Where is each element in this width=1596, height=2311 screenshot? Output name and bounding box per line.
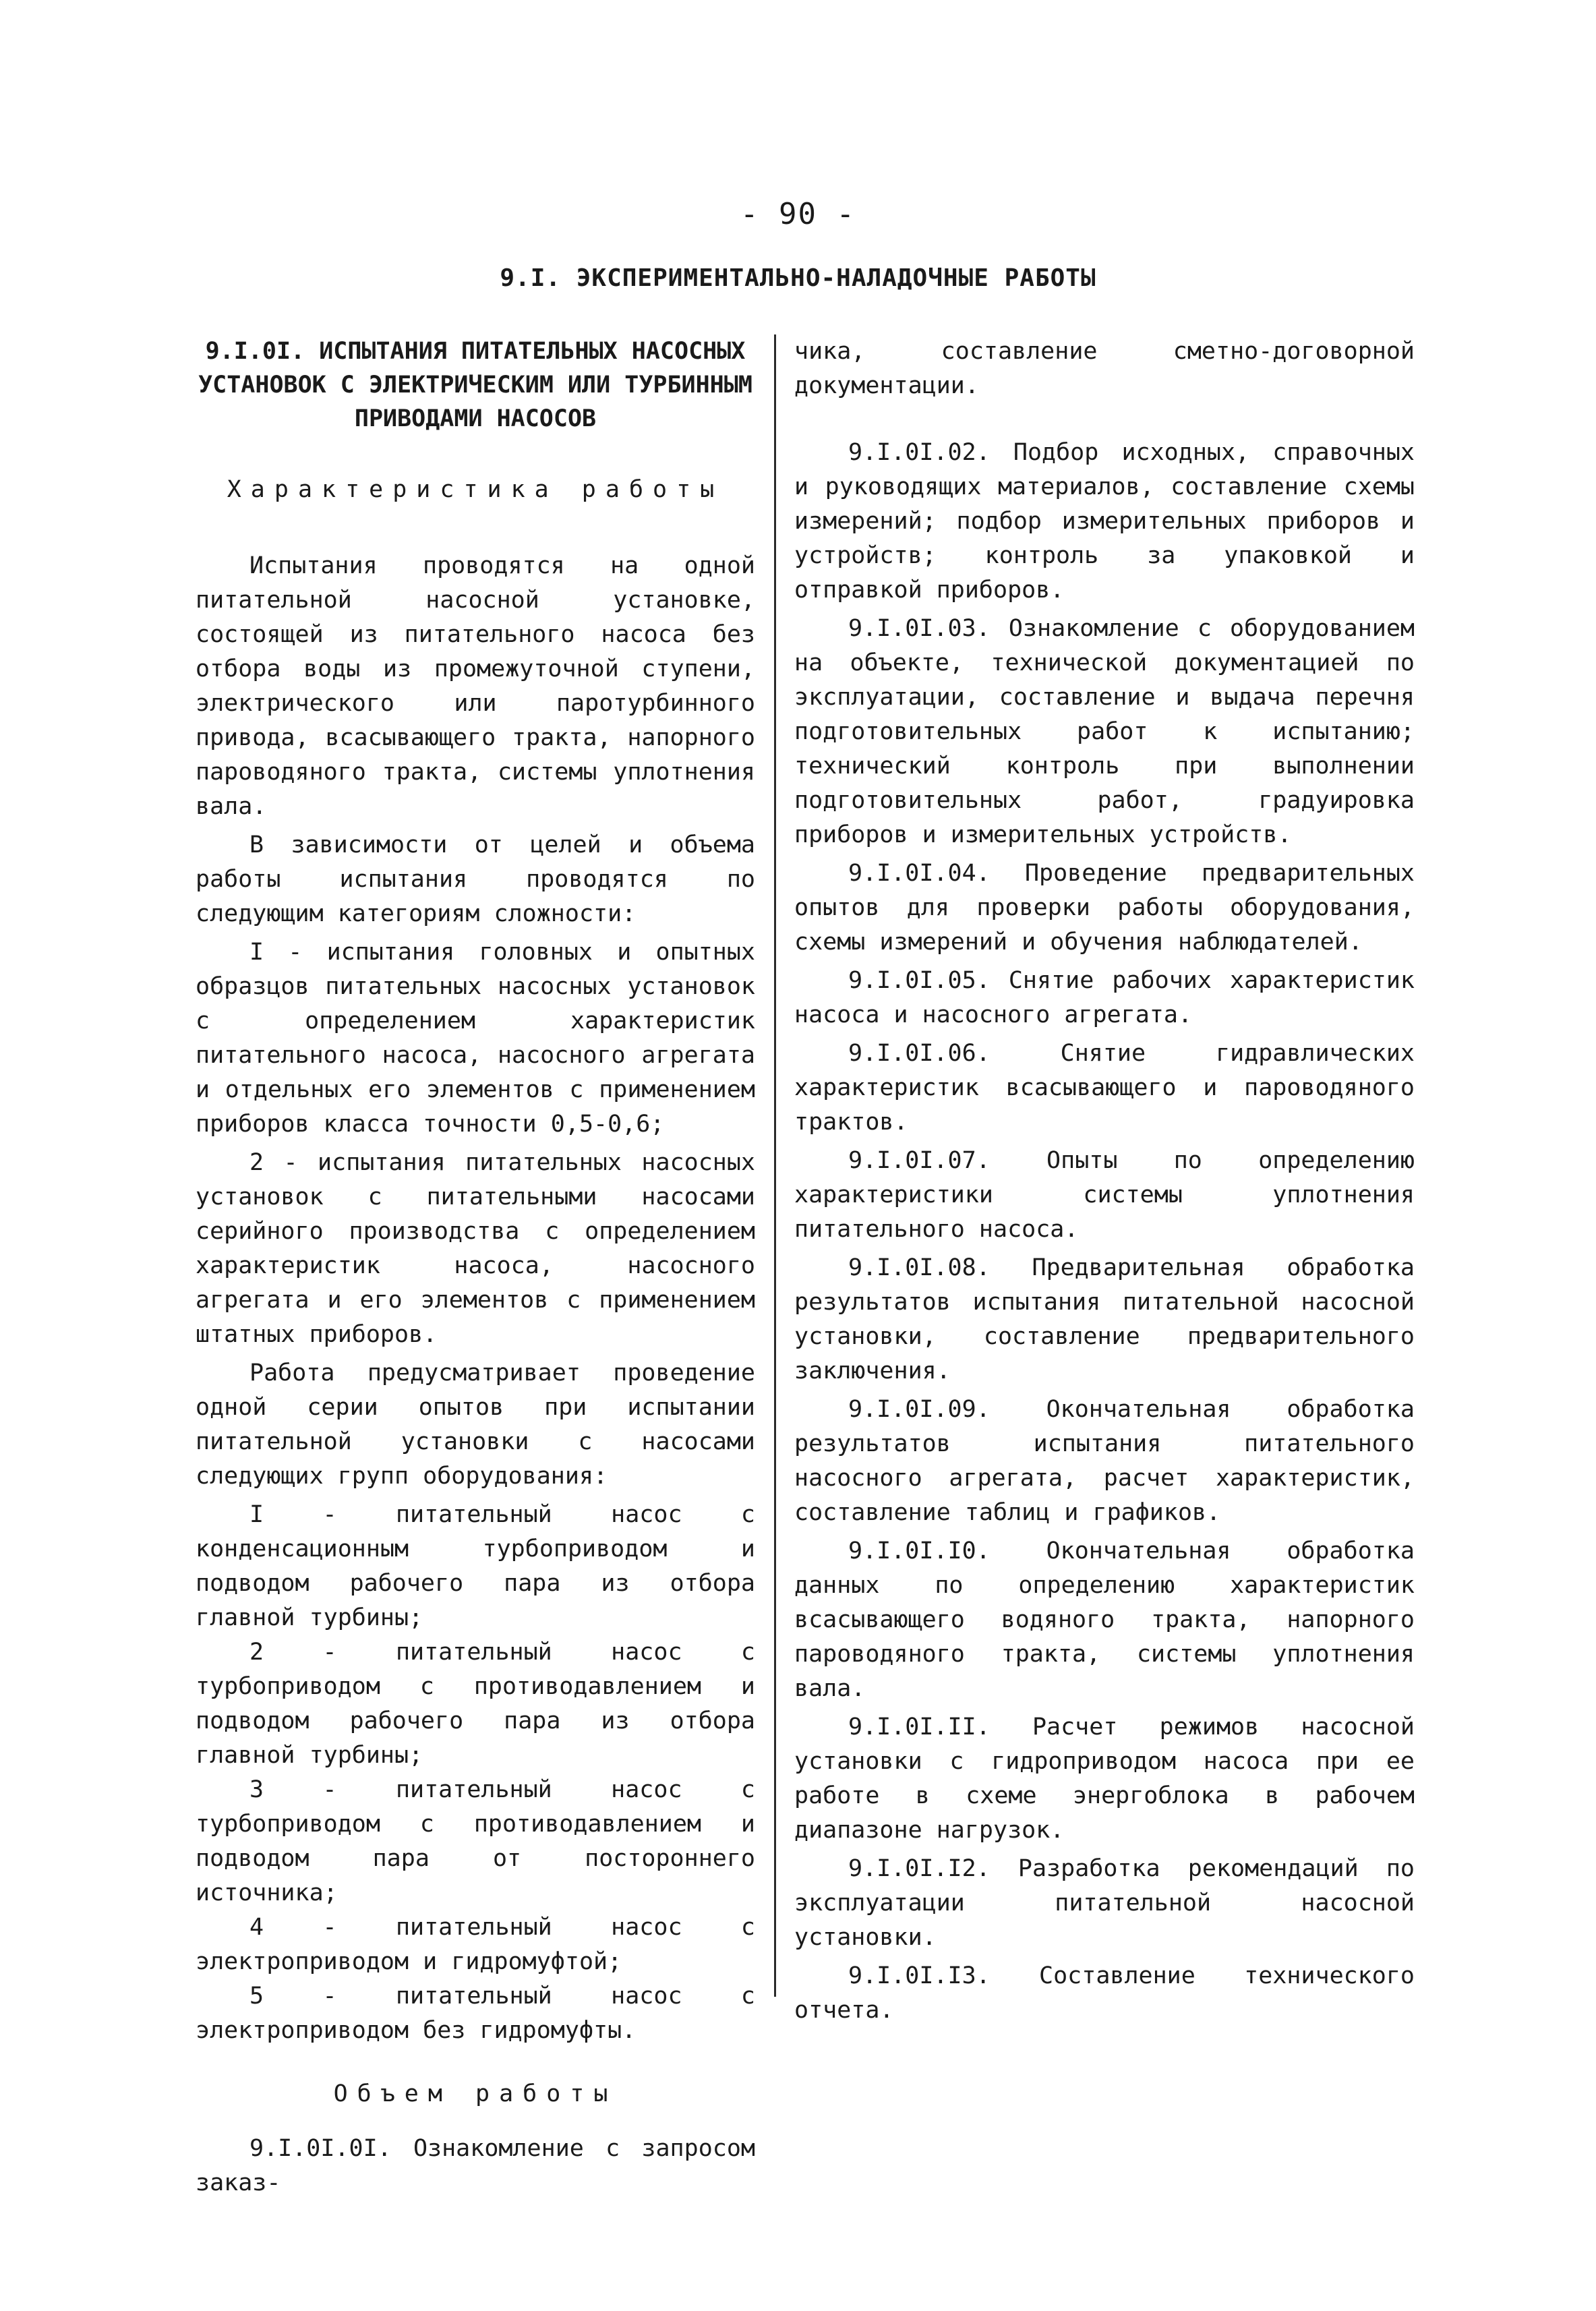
paragraph-equipment-intro: Работа предусматривает проведение одной серии опытов при испытании питательной установки с насосами следующих групп оборудования: bbox=[196, 1359, 755, 1490]
paragraph-description: Испытания проводятся на одной питательной насосной установке, состоящей из питательного насоса без отбора воды из промежуточной ступени, электрического или паротурбинного привода, всасывающего тракта, напорного пароводяного тракта, системы уплотнения вала. bbox=[196, 552, 755, 820]
work-item-02: 9.I.0I.02. Подбор исходных, справочных и руководящих материалов, составление схемы измерений; подбор измерительных приборов и устройств; контроль за упаковкой и отправкой приборов. bbox=[794, 439, 1415, 604]
volume-heading: Объем работы bbox=[333, 2080, 618, 2107]
subsection-title: 9.I.0I. ИСПЫТАНИЯ ПИТАТЕЛЬНЫХ НАСОСНЫХ УСТАНОВОК С ЭЛЕКТРИЧЕСКИМ ИЛИ ТУРБИННЫМ ПРИВОДАМИ НАСОСОВ bbox=[198, 338, 752, 432]
work-item-12: 9.I.0I.I2. Разработка рекомендаций по эксплуатации питательной насосной установки. bbox=[794, 1855, 1415, 1951]
paragraph-group-1: I - питательный насос с конденсационным турбоприводом и подводом рабочего пара из отбора главной турбины; bbox=[196, 1501, 755, 1631]
work-item-01-continuation: чика, составление сметно-договорной документации. bbox=[794, 338, 1415, 399]
work-item-08: 9.I.0I.08. Предварительная обработка результатов испытания питательной насосной установки, составление предварительного заключения. bbox=[794, 1254, 1415, 1384]
paragraph-group-2: 2 - питательный насос с турбоприводом с противодавлением и подводом рабочего пара из отбора главной турбины; bbox=[196, 1639, 755, 1769]
paragraph-category-1: I - испытания головных и опытных образцов питательных насосных установок с определением характеристик питательного насоса, насосного агрегата и отдельных его элементов с применением приборов класса точности 0,5-0,6; bbox=[196, 939, 755, 1138]
column-divider bbox=[774, 334, 776, 1997]
right-column bbox=[794, 334, 1415, 2028]
section-title: 9.I. ЭКСПЕРИМЕНТАЛЬНО-НАЛАДОЧНЫЕ РАБОТЫ bbox=[500, 264, 1096, 292]
work-item-13: 9.I.0I.I3. Составление технического отчета. bbox=[794, 1962, 1415, 2024]
work-item-04: 9.I.0I.04. Проведение предварительных опытов для проверки работы оборудования, схемы измерений и обучения наблюдателей. bbox=[794, 860, 1415, 956]
paragraph-category-2: 2 - испытания питательных насосных установок с питательными насосами серийного производства с определением характеристик насоса, насосного агрегата и его элементов с применением штатных приборов. bbox=[196, 1149, 755, 1348]
work-item-03: 9.I.0I.03. Ознакомление с оборудованием на объекте, технической документацией по эксплуатации, составление и выдача перечня подготовительных работ к испытанию; технический контроль при выполнении подготовительных работ, градуировка приборов и измерительных устройств. bbox=[794, 615, 1415, 848]
characteristic-heading: Характеристика работы bbox=[227, 476, 724, 503]
page-number: - 90 - bbox=[740, 197, 856, 231]
work-item-06: 9.I.0I.06. Снятие гидравлических характеристик всасывающего и пароводяного трактов. bbox=[794, 1040, 1415, 1136]
work-item-10: 9.I.0I.I0. Окончательная обработка данных по определению характеристик всасывающего водяного тракта, напорного пароводяного тракта, системы уплотнения вала. bbox=[794, 1538, 1415, 1702]
paragraph-group-3: 3 - питательный насос с турбоприводом с противодавлением и подводом пара от постороннего источника; bbox=[196, 1776, 755, 1906]
work-item-01: 9.I.0I.0I. Ознакомление с запросом заказ- bbox=[196, 2135, 755, 2196]
work-item-05: 9.I.0I.05. Снятие рабочих характеристик насоса и насосного агрегата. bbox=[794, 967, 1415, 1028]
paragraph-categories-intro: В зависимости от целей и объема работы испытания проводятся по следующим категориям сложности: bbox=[196, 831, 755, 927]
paragraph-group-5: 5 - питательный насос с электроприводом без гидромуфты. bbox=[196, 1983, 755, 2044]
work-item-11: 9.I.0I.II. Расчет режимов насосной установки с гидроприводом насоса при ее работе в схеме энергоблока в рабочем диапазоне нагрузок. bbox=[794, 1714, 1415, 1844]
work-item-07: 9.I.0I.07. Опыты по определению характеристики системы уплотнения питательного насоса. bbox=[794, 1147, 1415, 1243]
work-item-09: 9.I.0I.09. Окончательная обработка результатов испытания питательного насосного агрегата, расчет характеристик, составление таблиц и графиков. bbox=[794, 1396, 1415, 1526]
paragraph-group-4: 4 - питательный насос с электроприводом и гидромуфтой; bbox=[196, 1914, 755, 1975]
left-column bbox=[196, 334, 755, 2200]
